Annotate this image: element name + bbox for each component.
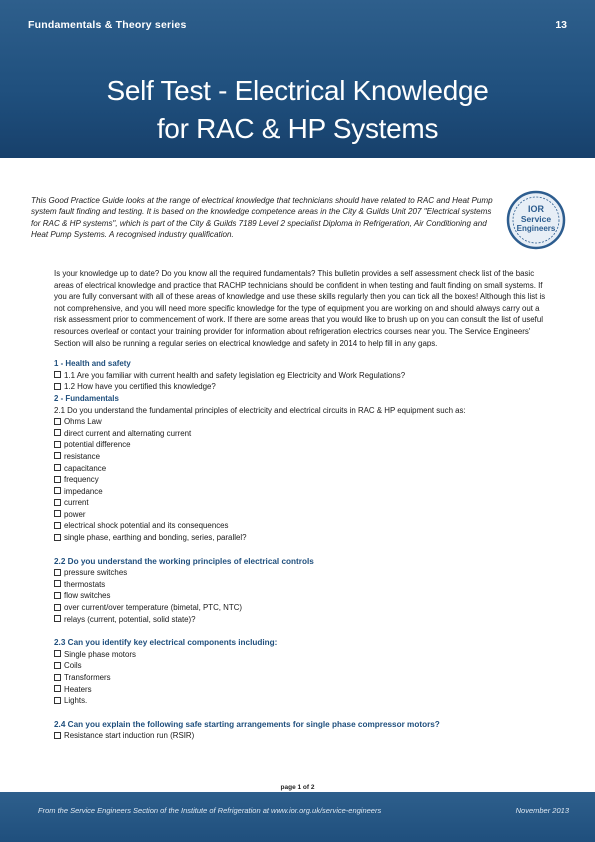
checklist-item	[54, 509, 546, 521]
checkbox[interactable]	[54, 441, 61, 448]
checklist-item	[54, 532, 546, 544]
checkbox[interactable]	[54, 650, 61, 657]
section-2-3-list	[54, 649, 546, 707]
checklist-item	[54, 684, 546, 696]
page-of-indicator: page 1 of 2	[280, 784, 315, 791]
checklist-item	[54, 649, 546, 661]
section-2-2-list	[54, 567, 546, 625]
section-2-list	[54, 416, 546, 544]
checklist-item	[54, 590, 546, 602]
checklist-item-text: potential difference	[64, 440, 131, 450]
ior-service-engineers-logo	[506, 190, 566, 250]
checklist-item-text: impedance	[64, 486, 103, 496]
checklist-item-text: 1.1 Are you familiar with current health and safety legislation eg Electricity and Work Regulations?	[64, 370, 406, 380]
section-1-list	[54, 370, 546, 393]
checklist-item-text: thermostats	[64, 579, 106, 589]
footer-banner	[0, 792, 595, 842]
logo-top-text: IOR	[527, 204, 545, 214]
page-title	[0, 72, 595, 148]
checklist-item-text: relays (current, potential, solid state)?	[64, 614, 196, 624]
checklist-item-text: flow switches	[64, 591, 111, 601]
checklist-item	[54, 486, 546, 498]
header-banner	[0, 0, 595, 158]
checklist-item	[54, 602, 546, 614]
checkbox[interactable]	[54, 476, 61, 483]
checkbox[interactable]	[54, 580, 61, 587]
checkbox[interactable]	[54, 499, 61, 506]
checklist-item	[54, 614, 546, 626]
series-label: Fundamentals & Theory series	[28, 19, 187, 31]
checklist-item	[54, 416, 546, 428]
checkbox[interactable]	[54, 569, 61, 576]
checklist-item	[54, 451, 546, 463]
checklist-item	[54, 695, 546, 707]
checklist-item-text: capacitance	[64, 463, 107, 473]
checklist-item	[54, 579, 546, 591]
checklist-item-text: single phase, earthing and bonding, series, parallel?	[64, 533, 247, 543]
section-1-title: 1 - Health and safety	[54, 359, 131, 369]
checkbox[interactable]	[54, 685, 61, 692]
checkbox[interactable]	[54, 371, 61, 378]
checkbox[interactable]	[54, 383, 61, 390]
section-2-4-title: 2.4 Can you explain the following safe starting arrangements for single phase compressor motors?	[54, 719, 440, 729]
checklist-item	[54, 730, 546, 742]
checklist-item	[54, 520, 546, 532]
checklist-item	[54, 381, 546, 393]
checkbox[interactable]	[54, 534, 61, 541]
page-number: 13	[555, 19, 567, 31]
section-2-question: 2.1 Do you understand the fundamental principles of electricity and electrical circuits in RAC & HP equipment such as:	[54, 405, 466, 415]
section-2-3-title: 2.3 Can you identify key electrical components including:	[54, 638, 278, 648]
checklist-item-text: electrical shock potential and its consequences	[64, 521, 229, 531]
logo-line1-text: Service	[520, 214, 552, 224]
checklist-item	[54, 567, 546, 579]
checklist-item-text: Heaters	[64, 684, 92, 694]
checkbox[interactable]	[54, 662, 61, 669]
checklist-item-text: direct current and alternating current	[64, 428, 192, 438]
title-line-2: for RAC & HP Systems	[156, 113, 439, 144]
checklist-item-text: Transformers	[64, 673, 111, 682]
checkbox[interactable]	[54, 429, 61, 436]
checkbox[interactable]	[54, 697, 61, 704]
checklist-item	[54, 370, 546, 382]
checkbox[interactable]	[54, 732, 61, 739]
footer-source: From the Service Engineers Section of the Institute of Refrigeration at www.ior.org.uk/service-engineers	[38, 806, 382, 815]
main-content	[54, 268, 546, 742]
checkbox[interactable]	[54, 487, 61, 494]
title-line-1: Self Test - Electrical Knowledge	[106, 75, 489, 106]
checkbox[interactable]	[54, 452, 61, 459]
checklist-item-text: over current/over temperature (bimetal, PTC, NTC)	[64, 603, 243, 613]
checklist-item	[54, 497, 546, 509]
checklist-item-text: resistance	[64, 451, 100, 461]
checkbox[interactable]	[54, 604, 61, 611]
checklist-item	[54, 439, 546, 451]
checkbox[interactable]	[54, 592, 61, 599]
logo-line2-text: Engineers	[516, 224, 556, 233]
checklist-item-text: Lights.	[64, 696, 88, 706]
checklist-item-text: Coils	[64, 661, 82, 671]
checklist-item	[54, 660, 546, 672]
checklist-item	[54, 463, 546, 475]
section-2-4-list	[54, 730, 546, 742]
checklist-item-text: Resistance start induction run (RSIR)	[64, 731, 195, 741]
checklist-item	[54, 672, 546, 684]
section-2-2-title: 2.2 Do you understand the working principles of electrical controls	[54, 556, 314, 566]
checklist-item-text: Ohms Law	[64, 417, 102, 427]
checklist-item-text: Single phase motors	[64, 649, 136, 659]
body-paragraph: Is your knowledge up to date? Do you know all the required fundamentals? This bulletin provides a self assessment check list of the basic areas of electrical knowledge and practice that RACHP technicians should be confident in when testing and fault finding on small systems. If you are fully conversant with all of these areas of knowledge and use these skills regularly then you can tick all the boxes! Although this list is not comprehensive, and you will need more specific knowledge for the type of equipment you are working on and should always carry out a risk assessment prior to commencement of work. If there are some areas that you would like to brush up on you can consult the list of useful resources overleaf or contact your training provider for information about refrigeration electrics courses near you. The Service Engineers' Section will also be running a regular series on electrical knowledge and safety in 2014 to help fill in any gaps.	[54, 269, 546, 348]
checkbox[interactable]	[54, 464, 61, 471]
checkbox[interactable]	[54, 522, 61, 529]
checklist-item-text: current	[64, 498, 89, 508]
checklist-item-text: 1.2 How have you certified this knowledge?	[64, 382, 216, 392]
checklist-item-text: pressure switches	[64, 568, 128, 578]
checklist-item	[54, 474, 546, 486]
section-2-title: 2 - Fundamentals	[54, 393, 119, 403]
checkbox[interactable]	[54, 510, 61, 517]
checklist-item	[54, 428, 546, 440]
footer-date: November 2013	[515, 806, 569, 815]
intro-paragraph: This Good Practice Guide looks at the range of electrical knowledge that technicians should have related to RAC and Heat Pump system fault finding and testing. It is based on the knowledge competence areas in the City & Guilds Unit 207 "Electrical systems for RAC & HP systems", which is part of the City & Guilds 7189 Level 2 specialist Diploma in Refrigeration, Air Conditioning and Heat Pump Systems. A recognised industry qualification.	[31, 196, 493, 240]
checklist-item-text: power	[64, 509, 86, 519]
checkbox[interactable]	[54, 418, 61, 425]
checkbox[interactable]	[54, 674, 61, 681]
checklist-item-text: frequency	[64, 475, 99, 485]
checkbox[interactable]	[54, 615, 61, 622]
